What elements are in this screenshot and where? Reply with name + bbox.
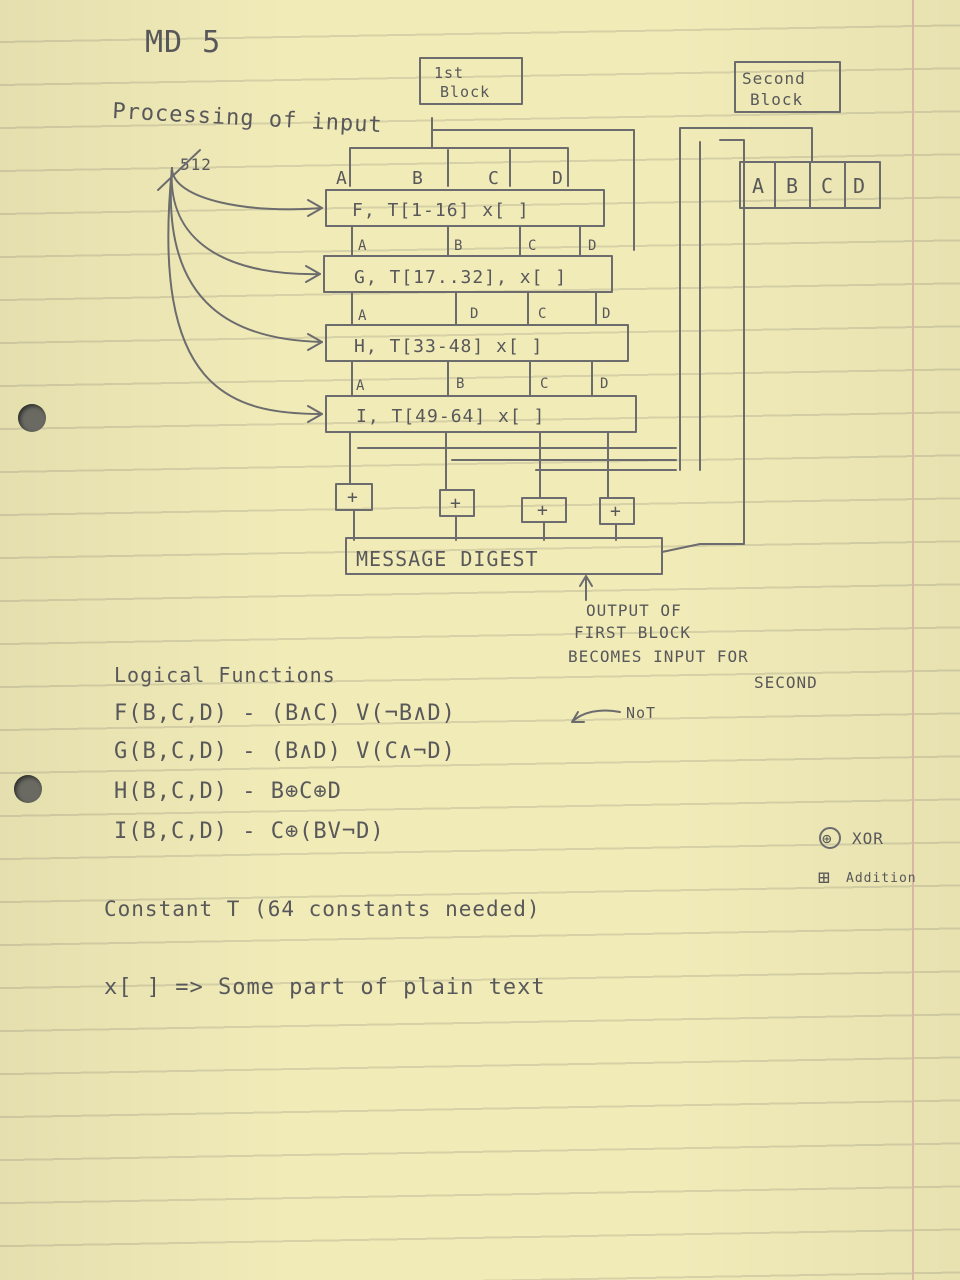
function-i: I(B,C,D) - C⊕(BV¬D) <box>114 819 385 844</box>
xor-symbol: ⊕ <box>822 829 833 848</box>
digest-note-arrow <box>580 576 592 600</box>
second-block-cell-a: A <box>752 174 766 198</box>
input-bits-label: 512 <box>180 155 212 174</box>
x-note: x[ ] => Some part of plain text <box>104 975 546 1000</box>
logical-heading: Logical Functions <box>114 663 336 687</box>
input-arrow-1 <box>172 168 322 209</box>
constant-note: Constant T (64 constants needed) <box>104 897 541 921</box>
round-3-label: H, T[33-48] x[ ] <box>354 336 544 357</box>
round-output-lines <box>350 432 608 498</box>
second-block-cell-b: B <box>786 174 800 198</box>
register-label-c: C <box>488 168 500 189</box>
second-block-cell-c: C <box>821 174 835 198</box>
digest-note-line4: SECOND <box>754 673 818 692</box>
label-23-a: A <box>358 308 368 324</box>
connectors-3-4 <box>352 361 592 396</box>
function-h: H(B,C,D) - B⊕C⊕D <box>114 779 342 804</box>
not-arrow <box>572 710 620 722</box>
round-1-label: F, T[1-16] x[ ] <box>352 200 530 221</box>
message-digest-label: MESSAGE DIGEST <box>356 547 539 571</box>
label-34-c: C <box>540 376 550 392</box>
first-block-label-line2: Block <box>440 83 491 101</box>
processing-label: Processing of input <box>111 99 384 139</box>
function-g: G(B,C,D) - (B∧D) V(C∧¬D) <box>114 739 456 764</box>
label-34-d: D <box>600 376 610 392</box>
label-23-c: C <box>538 306 548 322</box>
label-23-d: D <box>602 306 612 322</box>
input-arrow-2 <box>172 168 320 274</box>
adder-a-symbol: + <box>347 487 359 508</box>
addition-symbol: ⊞ <box>818 865 832 889</box>
label-34-a: A <box>356 378 366 394</box>
input-arrowheads <box>306 200 322 422</box>
label-23-b: D <box>470 306 480 322</box>
addition-label: Addition <box>846 871 917 886</box>
digest-to-second-block <box>662 490 744 552</box>
second-block-cell-d: D <box>853 174 867 198</box>
label-12-b: B <box>454 238 464 254</box>
register-label-b: B <box>412 168 424 189</box>
digest-note-line1: OUTPUT OF <box>586 601 682 620</box>
second-block-label-line2: Block <box>750 90 804 109</box>
adder-d-symbol: + <box>610 501 622 522</box>
adder-b-symbol: + <box>450 493 462 514</box>
label-34-b: B <box>456 376 466 392</box>
feedback-lines <box>358 448 676 470</box>
round-2-label: G, T[17..32], x[ ] <box>354 267 568 288</box>
label-12-a: A <box>358 238 368 254</box>
first-block-label-line1: 1st <box>434 64 465 82</box>
connectors-1-2 <box>352 226 580 256</box>
adder-output-lines <box>354 510 616 540</box>
register-label-a: A <box>336 168 348 189</box>
adder-c-symbol: + <box>537 500 549 521</box>
label-12-d: D <box>588 238 598 254</box>
label-12-c: C <box>528 238 538 254</box>
input-arrow-4 <box>168 168 322 414</box>
function-f: F(B,C,D) - (B∧C) V(¬B∧D) <box>114 701 456 726</box>
xor-label: XOR <box>852 829 884 848</box>
register-label-d: D <box>552 168 564 189</box>
second-block-label-line1: Second <box>742 69 806 88</box>
not-label: NoT <box>626 704 657 722</box>
digest-note-line3: BECOMES INPUT FOR <box>568 647 749 666</box>
page-title: MD 5 <box>145 25 222 60</box>
round-4-label: I, T[49-64] x[ ] <box>356 406 546 427</box>
digest-note-line2: FIRST BLOCK <box>574 623 691 642</box>
register-dividers-top <box>448 150 510 186</box>
